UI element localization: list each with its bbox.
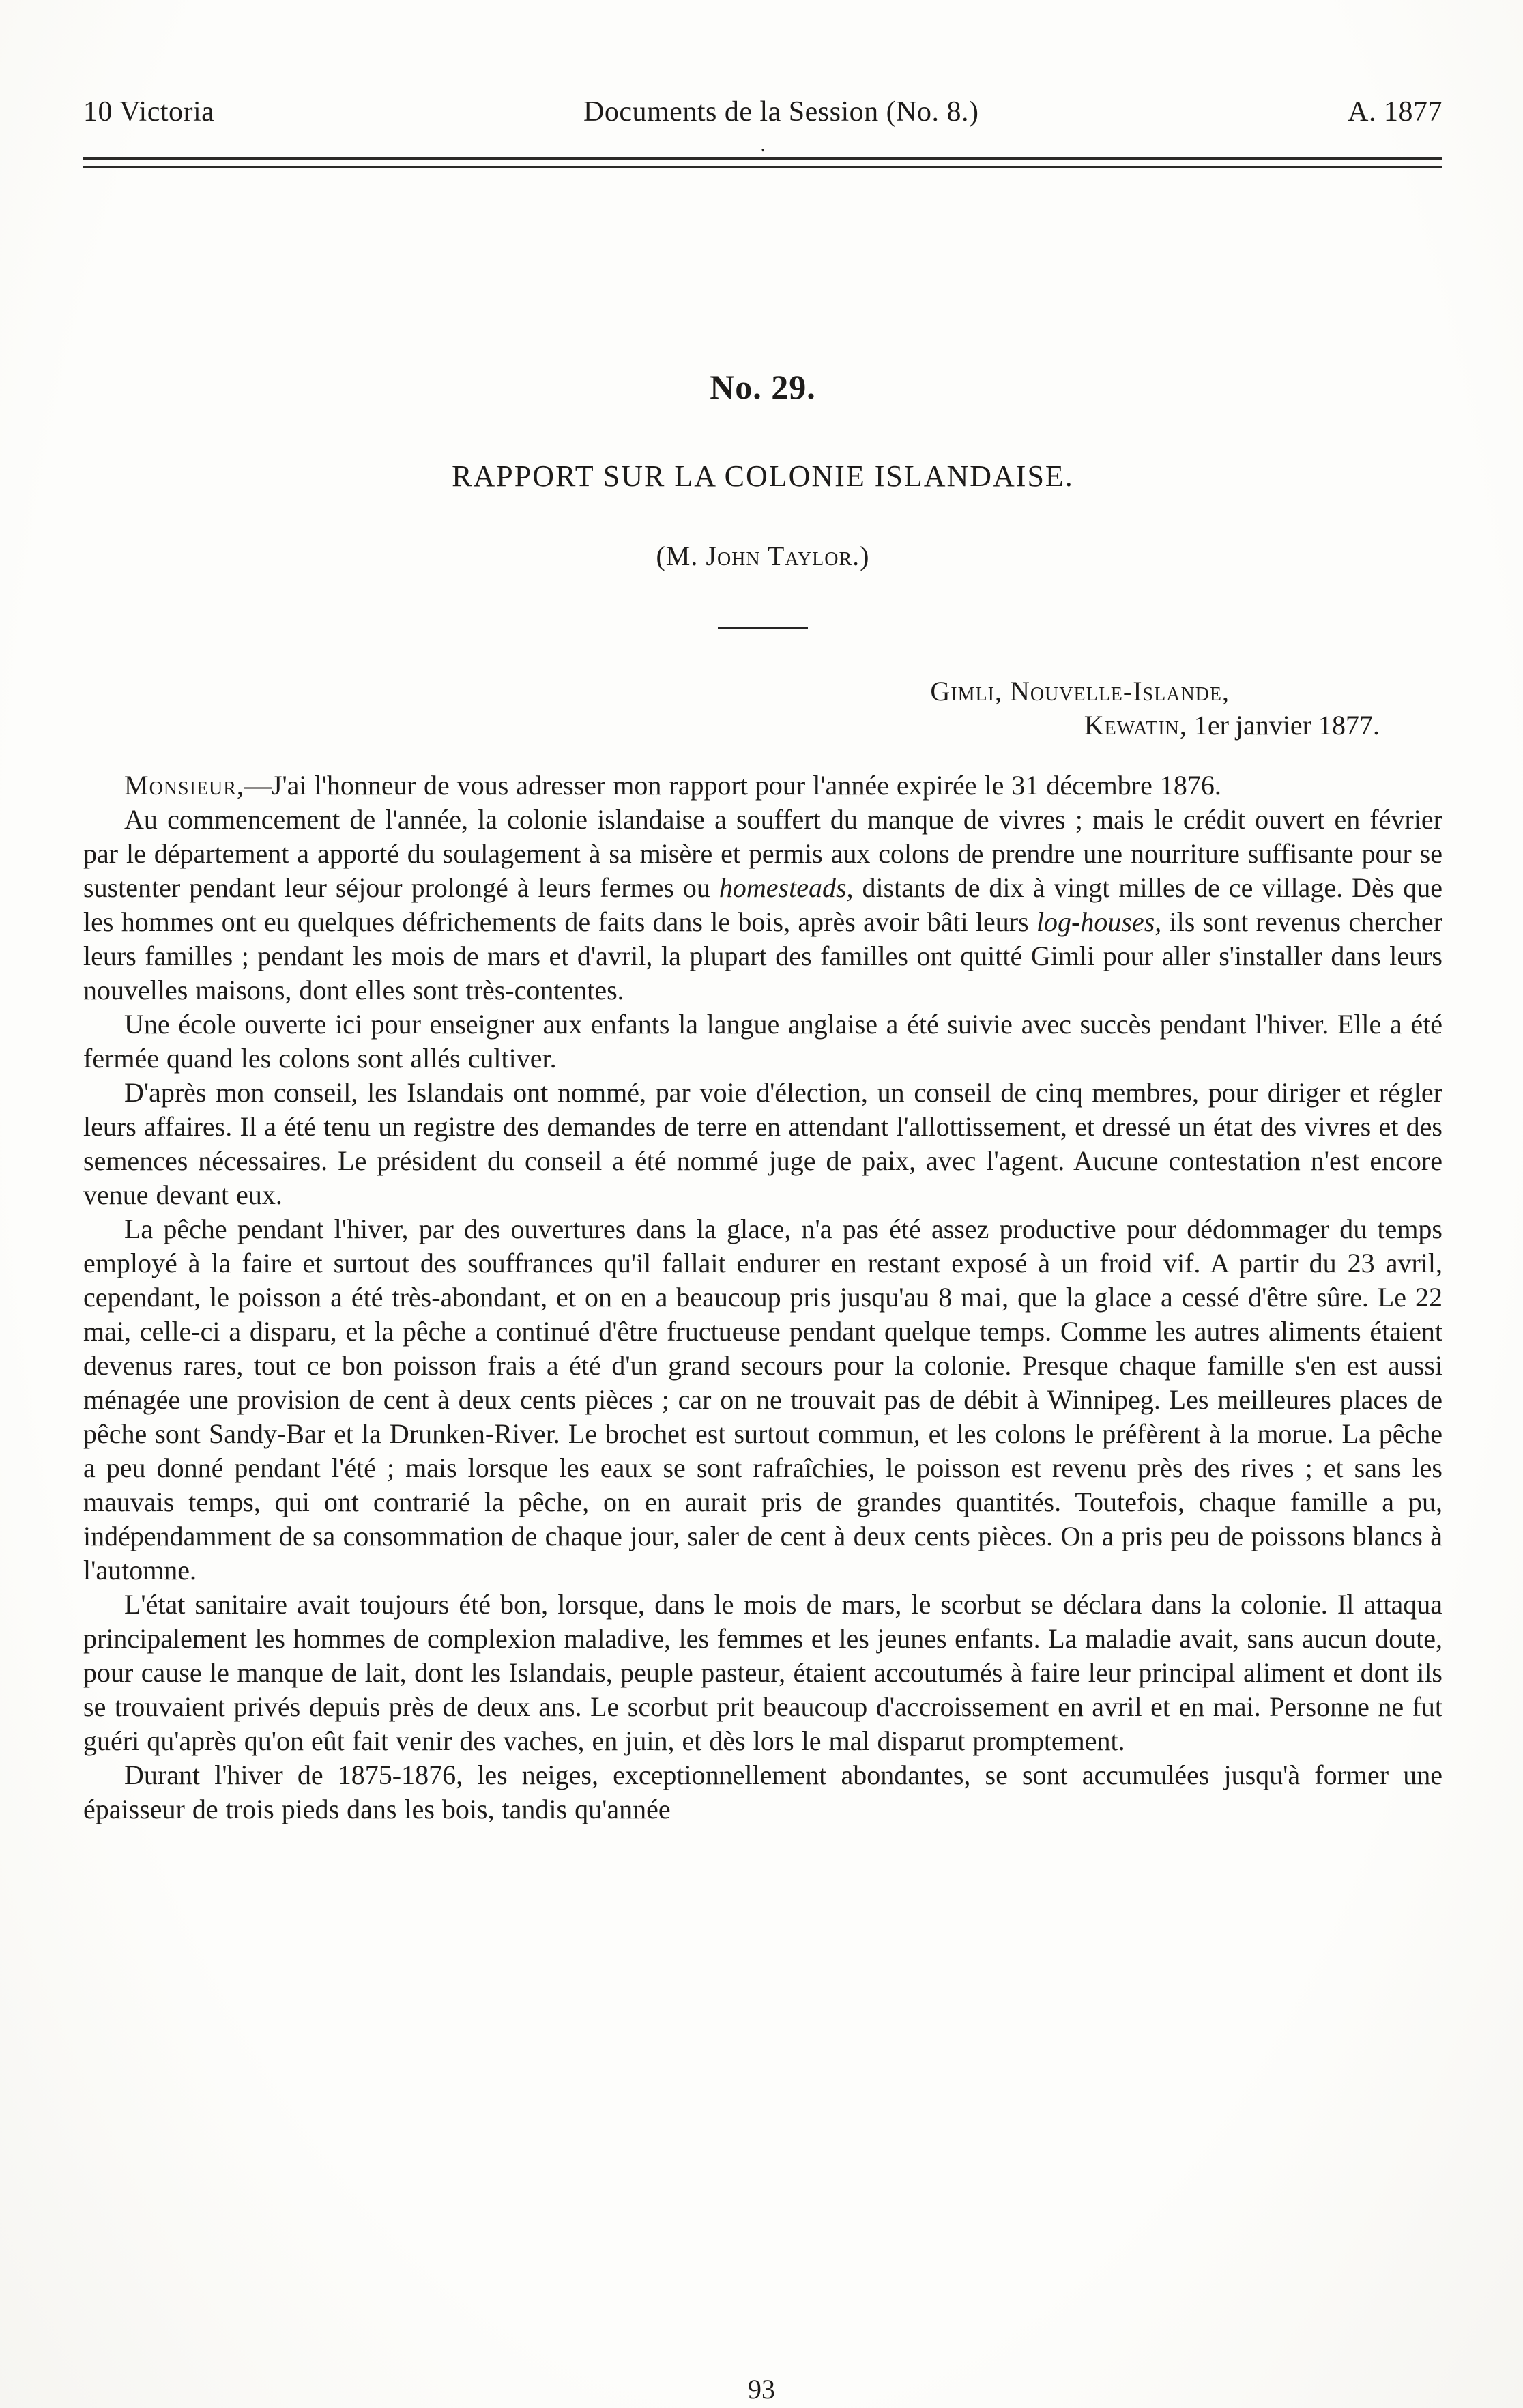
report-number: No. 29. [710,368,816,406]
italic-term-homesteads: homesteads [719,872,847,903]
dateline-place: Gimli, Nouvelle-Islande, [930,676,1230,706]
report-body [83,769,1442,1826]
paragraph-salutation [83,769,1442,803]
dateline-date-place: Kewatin, [1084,710,1187,741]
report-title: RAPPORT SUR LA COLONIE ISLANDAISE. [452,459,1074,493]
dateline [83,674,1442,743]
paragraph-7: Durant l'hiver de 1875-1876, les neiges, exceptionnellement abondantes, se sont accumulées jusqu'à former une épaisseur de trois pieds dans les bois, tandis qu'année [83,1760,1442,1824]
printer-mark: . [760,135,766,155]
dateline-date-rest: 1er janvier 1877. [1187,710,1380,741]
salutation-text: —J'ai l'honneur de vous adresser mon rapport pour l'année expirée le 31 décembre 1876. [244,770,1221,801]
header-double-rule [83,157,1442,168]
salutation-word: Monsieur, [124,770,244,801]
section-divider-rule [718,627,808,629]
italic-term-log-houses: log-houses [1036,906,1155,937]
paragraph-4: D'après mon conseil, les Islandais ont nommé, par voie d'élection, un conseil de cinq membres, pour diriger et régler leurs affaires. Il a été tenu un registre des demandes de terre en attendant l'allottissement, et dressé un état des vivres et des semences nécessaires. Le président du conseil a été nommé juge de paix, avec l'agent. Aucune contestation n'est encore venue devant eux. [83,1077,1442,1210]
running-header [83,96,1442,128]
header-center: Documents de la Session (No. 8.) [583,96,979,128]
header-left: 10 Victoria [83,96,215,128]
paragraph-2-text-a: Au commencement de l'année, la colonie islandaise a souffert du manque de vivres ; mais le crédit ouvert en février par le département a apporté du soulagement à sa misère et permis aux colons de prendre une nourriture suffisante pour se sustenter pendant leur séjour prolongé à leurs fermes ou [83,804,1442,903]
paragraph-5: La pêche pendant l'hiver, par des ouvertures dans la glace, n'a pas été assez productive pour dédommager du temps employé à la faire et surtout des souffrances qu'il fallait endurer en restant exposé à un froid vif. A partir du 23 avril, cependant, le poisson a été très-abondant, et on en a beaucoup pris jusqu'au 8 mai, que la glace a cessé d'être sûre. Le 22 mai, celle-ci a disparu, et la pêche a continué d'être fructueuse pendant quelque temps. Comme les autres aliments étaient devenus rares, tout ce bon poisson frais a été d'un grand secours pour la colonie. Presque chaque famille s'en est aussi ménagée une provision de cent à deux cents pièces ; car on ne trouvait pas de débit à Winnipeg. Les meilleures places de pêche sont Sandy-Bar et la Drunken-River. Le brochet est surtout commun, et les colons le préfèrent à la morue. La pêche a peu donné pendant l'été ; mais lorsque les eaux se sont rafraîchies, le poisson est revenu près des rives ; et sans les mauvais temps, qui ont contrarié la pêche, on en aurait pris de grandes quantités. Toutefois, chaque famille a pu, indépendamment de sa consommation de chaque jour, saler de cent à deux cents pièces. On a pris peu de poissons blancs à l'automne. [83,1214,1442,1586]
dateline-date [83,708,1442,743]
paragraph-6: L'état sanitaire avait toujours été bon, lorsque, dans le mois de mars, le scorbut se déclara dans la colonie. Il attaqua principalement les hommes de complexion maladive, les femmes et les jeunes enfants. La maladie avait, sans aucun doute, pour cause le manque de lait, dont les Islandais, peuple pasteur, étaient accoutumés à faire leur principal aliment et dont ils se trouvaient privés depuis près de deux ans. Le scorbut prit beaucoup d'accroissement en avril et en mai. Personne ne fut guéri qu'après qu'on eût fait venir des vaches, en juin, et dès lors le mal disparut promptement. [83,1589,1442,1756]
report-author: (M. John Taylor.) [656,541,870,571]
paragraph-2-text-b: , distants de dix à vingt milles de ce village. Dès que les hommes ont eu quelques défrichements de faits dans le bois, après avoir bâti leurs [83,872,1443,937]
page-number: 93 [748,2374,775,2405]
paragraph-2 [83,803,1442,1007]
paragraph-3: Une école ouverte ici pour enseigner aux enfants la langue anglaise a été suivie avec succès pendant l'hiver. Elle a été fermée quand les colons sont allés cultiver. [83,1009,1442,1074]
paragraph-2-text-c: , ils sont revenus chercher leurs familles ; pendant les mois de mars et d'avril, la plupart des familles ont quitté Gimli pour aller s'installer dans leurs nouvelles maisons, dont elles sont très-contentes. [83,906,1442,1005]
header-right: A. 1877 [1348,96,1442,128]
